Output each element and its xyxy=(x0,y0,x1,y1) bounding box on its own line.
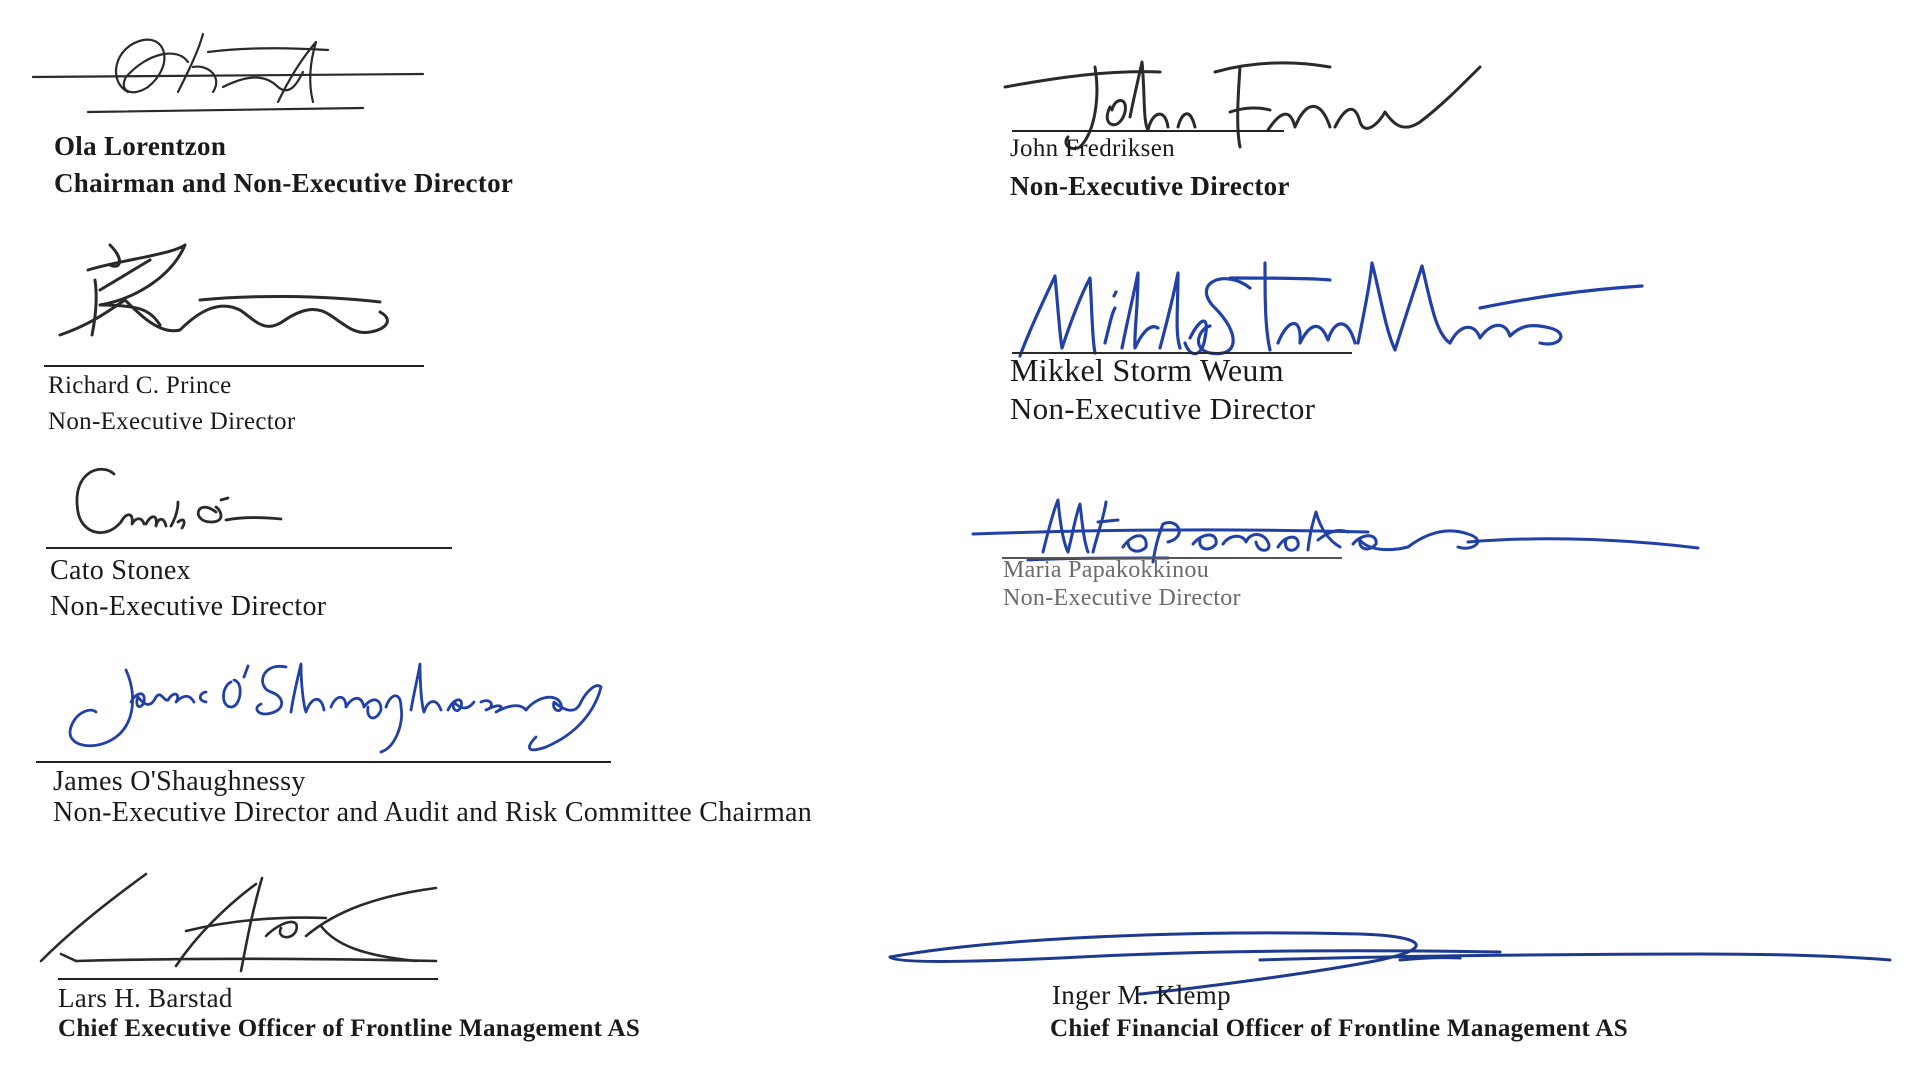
signatory-title: Non-Executive Director and Audit and Risk Committee Chairman xyxy=(53,797,813,828)
signature-line xyxy=(36,761,611,763)
signatory-name: Ola Lorentzon xyxy=(54,131,227,161)
signature-klemp xyxy=(880,912,1900,1012)
signatory-name: Mikkel Storm Weum xyxy=(1010,352,1284,388)
signature-line xyxy=(46,547,452,549)
signatory-name: Inger M. Klemp xyxy=(1052,980,1231,1010)
signature-lorentzon xyxy=(28,22,428,122)
signature-weum xyxy=(1010,248,1650,368)
signature-oshaughnessy xyxy=(56,652,636,762)
signatory-title: Non-Executive Director xyxy=(1010,391,1316,426)
signatory-name: Richard C. Prince xyxy=(48,372,232,399)
signatory-name: Maria Papakokkinou xyxy=(1003,557,1210,583)
signature-stonex xyxy=(66,462,296,552)
signature-prince xyxy=(50,240,420,350)
signatory-title: Non-Executive Director xyxy=(1003,585,1241,611)
signature-line xyxy=(44,365,424,367)
signatory-title: Non-Executive Director xyxy=(1010,171,1290,201)
signature-line xyxy=(58,978,438,980)
signatory-name: Lars H. Barstad xyxy=(58,983,233,1013)
signatory-name: James O'Shaughnessy xyxy=(53,766,306,797)
signature-barstad xyxy=(36,866,466,986)
signature-line xyxy=(1012,130,1284,132)
signatory-name: John Fredriksen xyxy=(1010,135,1175,162)
signatory-title: Chief Executive Officer of Frontline Management AS xyxy=(58,1015,641,1042)
signatory-name: Cato Stonex xyxy=(50,555,191,586)
signatory-title: Chairman and Non-Executive Director xyxy=(54,168,514,198)
signatory-title: Non-Executive Director xyxy=(50,591,327,622)
signatory-title: Chief Financial Officer of Frontline Management AS xyxy=(1050,1015,1628,1042)
signatory-title: Non-Executive Director xyxy=(48,408,296,435)
